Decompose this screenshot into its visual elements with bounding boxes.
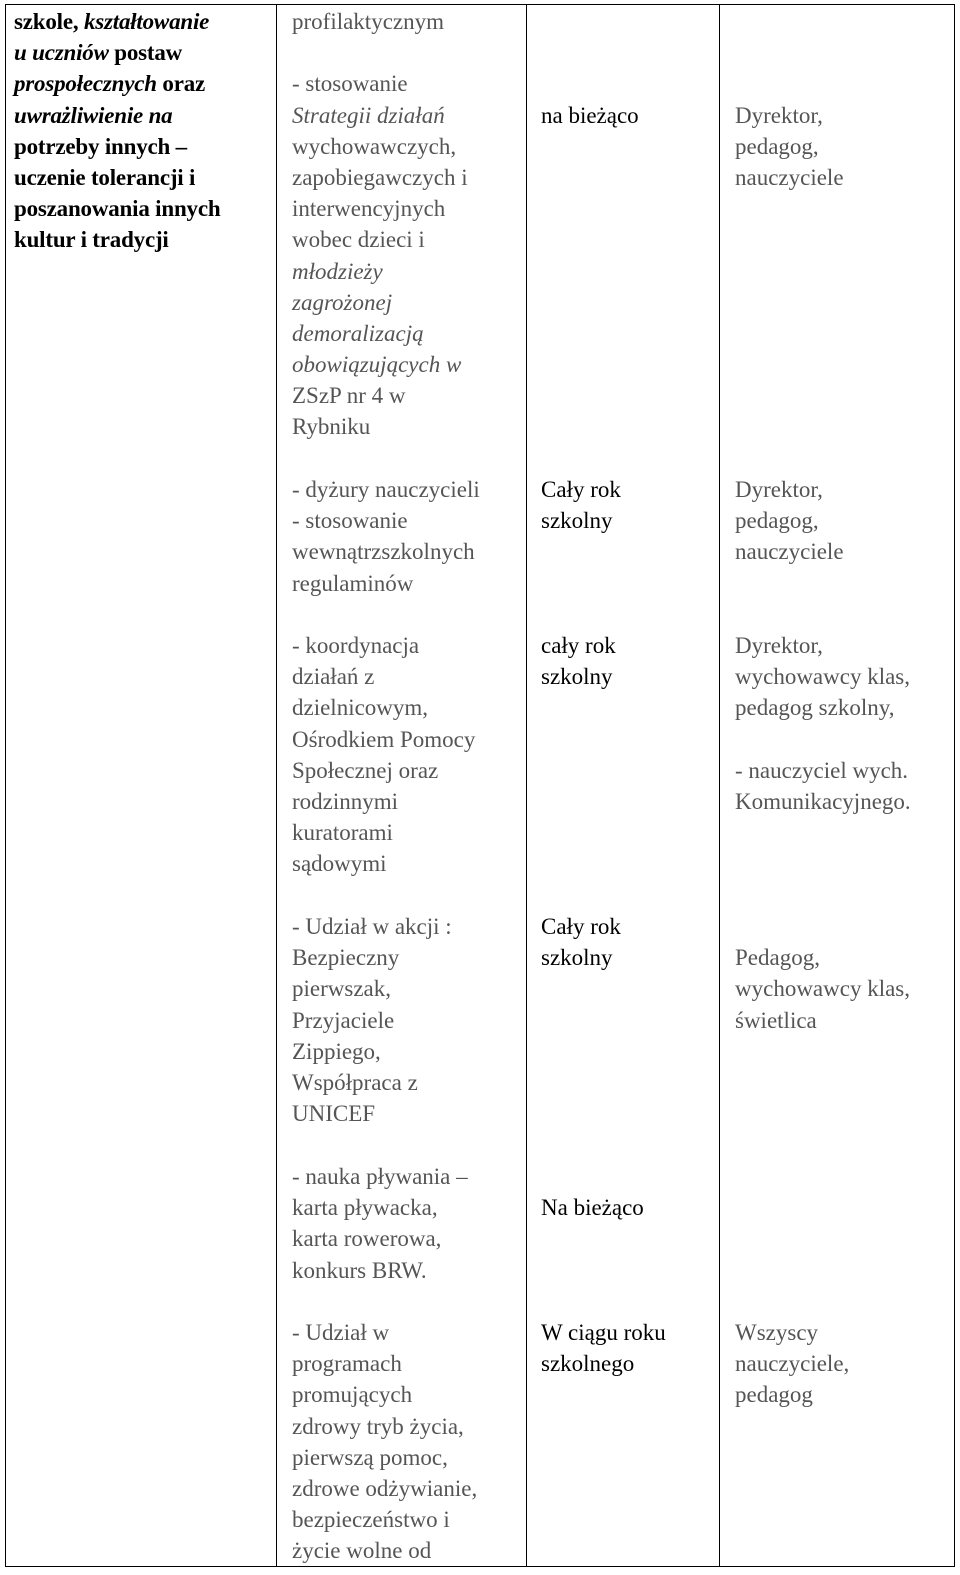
responsible-line: Komunikacyjnego. <box>735 788 911 814</box>
text-run: karta pływacka, <box>292 1195 438 1221</box>
task-line <box>292 380 468 411</box>
text-run: Zippiego, <box>292 1038 381 1064</box>
text-run: wewnątrzszkolnych <box>292 539 475 565</box>
task-line <box>292 1442 477 1473</box>
task-line <box>292 1348 477 1379</box>
term-cell <box>541 474 621 536</box>
table-border-right <box>954 4 955 1567</box>
task-line <box>292 193 468 224</box>
task-line <box>292 1473 477 1504</box>
text-run: - koordynacja <box>292 633 420 658</box>
text-run: ZSzP nr 4 w <box>292 383 406 409</box>
text-run: - nauka pływania – <box>292 1164 468 1189</box>
term-line: szkolnego <box>541 1351 635 1377</box>
responsible-line: nauczyciele, <box>735 1351 850 1377</box>
task-line <box>292 630 475 661</box>
responsible-line: - nauczyciel wych. <box>735 757 909 783</box>
text-run: profilaktycznym <box>292 9 445 34</box>
text-run: obowiązujących w <box>292 352 462 378</box>
task-line <box>292 1067 452 1098</box>
goal-line <box>14 162 220 193</box>
task-line <box>292 942 452 973</box>
task-line <box>292 692 475 723</box>
term-line: szkolny <box>541 508 613 534</box>
task-line <box>292 256 468 287</box>
task-line <box>292 724 475 755</box>
task-line <box>292 1192 468 1223</box>
responsible-cell <box>735 474 844 568</box>
term-line: cały rok <box>541 633 616 658</box>
text-run: zapobiegawczych i <box>292 164 468 190</box>
text-run: interwencyjnych <box>292 196 446 222</box>
text-run: postaw <box>108 40 183 66</box>
task-line <box>292 1036 452 1067</box>
responsible-line: świetlica <box>735 1007 817 1033</box>
goal-line <box>14 224 220 255</box>
text-run: - dyżury nauczycieli <box>292 477 480 502</box>
task-line <box>292 1535 477 1566</box>
text-run: prospołecznych <box>14 71 157 97</box>
task-line <box>292 973 452 1004</box>
term-cell <box>541 911 621 973</box>
responsible-line: wychowawcy klas, <box>735 664 911 690</box>
goal-line <box>14 37 220 68</box>
text-run: Społecznej oraz <box>292 757 439 783</box>
text-run: karta rowerowa, <box>292 1226 442 1252</box>
task-line <box>292 1005 452 1036</box>
text-run: uczenie tolerancji i <box>14 164 196 190</box>
task-line <box>292 755 475 786</box>
responsible-line: wychowawcy klas, <box>735 976 911 1002</box>
goal-line <box>14 193 220 224</box>
task-cell <box>292 911 452 1129</box>
task-line <box>292 287 468 318</box>
text-run: kuratorami <box>292 820 393 846</box>
term-cell <box>541 1317 666 1379</box>
task-line <box>292 568 480 599</box>
term-line: W ciągu roku <box>541 1320 666 1345</box>
table-border-top <box>5 4 955 5</box>
text-run: UNICEF <box>292 1101 376 1127</box>
term-line: szkolny <box>541 664 613 690</box>
table-border-left <box>5 4 6 1567</box>
task-line <box>292 68 468 99</box>
task-line <box>292 224 468 255</box>
responsible-line: pedagog, <box>735 133 819 159</box>
task-line <box>292 1504 477 1535</box>
text-run: bezpieczeństwo i <box>292 1507 450 1533</box>
text-run: demoralizacją <box>292 320 424 346</box>
responsible-line: Pedagog, <box>735 945 820 971</box>
task-line <box>292 661 475 692</box>
text-run: pierwszak, <box>292 976 391 1002</box>
text-run: Przyjaciele <box>292 1007 395 1033</box>
term-line: Cały rok <box>541 477 621 502</box>
task-line <box>292 37 468 68</box>
task-line <box>292 786 475 817</box>
responsible-line: pedagog, <box>735 508 819 534</box>
text-run: zagrożonej <box>292 289 393 315</box>
responsible-line <box>735 724 911 755</box>
task-line <box>292 911 452 942</box>
task-line <box>292 1161 468 1192</box>
text-run: sądowymi <box>292 851 387 877</box>
term-cell <box>541 100 639 131</box>
text-run: uwrażliwienie na <box>14 102 173 128</box>
term-cell <box>541 1161 644 1223</box>
responsible-cell <box>735 911 910 1036</box>
text-run: u uczniów <box>14 40 109 66</box>
text-run: regulaminów <box>292 570 414 596</box>
task-cell <box>292 1317 477 1567</box>
task-line <box>292 162 468 193</box>
text-run: dzielnicowym, <box>292 695 429 721</box>
responsible-line: nauczyciele <box>735 164 844 190</box>
text-run: Rybniku <box>292 414 371 440</box>
text-run: - Udział w <box>292 1320 390 1345</box>
goal-line <box>14 6 220 37</box>
goal-line <box>14 68 220 99</box>
responsible-line: Dyrektor, <box>735 477 823 502</box>
task-line <box>292 349 468 380</box>
task-cell <box>292 1161 468 1286</box>
text-run: konkurs BRW. <box>292 1257 427 1283</box>
task-line <box>292 505 480 536</box>
text-run: młodzieży <box>292 258 383 284</box>
task-line <box>292 1098 452 1129</box>
column-divider-1 <box>276 4 277 1567</box>
task-line <box>292 1379 477 1410</box>
responsible-line: pedagog <box>735 1382 813 1408</box>
text-run: pierwszą pomoc, <box>292 1444 448 1470</box>
responsible-line: nauczyciele <box>735 539 844 565</box>
responsible-cell <box>735 1317 849 1411</box>
task-cell <box>292 474 480 599</box>
task-cell <box>292 630 475 880</box>
text-run: kształtowanie <box>83 9 210 34</box>
text-run: - stosowanie <box>292 71 408 97</box>
task-line <box>292 474 480 505</box>
term-cell <box>541 630 616 692</box>
goal-cell <box>14 6 220 256</box>
task-line <box>292 536 480 567</box>
responsible-line: Dyrektor, <box>735 633 823 658</box>
term-line <box>541 1161 644 1192</box>
column-divider-3 <box>719 4 720 1567</box>
text-run: szkole, <box>14 9 84 34</box>
text-run: oraz <box>156 71 206 97</box>
text-run: zdrowy tryb życia, <box>292 1413 464 1439</box>
responsible-line <box>735 911 910 942</box>
term-line: na bieżąco <box>541 102 639 128</box>
text-run: zdrowe odżywianie, <box>292 1475 478 1501</box>
table-border-bottom <box>5 1566 955 1567</box>
responsible-line: Dyrektor, <box>735 102 823 128</box>
text-run: życie wolne od <box>292 1538 432 1564</box>
text-run: Ośrodkiem Pomocy <box>292 726 476 752</box>
text-run: kultur i tradycji <box>14 227 169 253</box>
text-run: Bezpieczny <box>292 945 400 971</box>
responsible-line: Wszyscy <box>735 1320 819 1345</box>
text-run: poszanowania innych <box>14 196 221 222</box>
task-line <box>292 848 475 879</box>
task-line <box>292 817 475 848</box>
text-run: - stosowanie <box>292 508 408 534</box>
term-line: Cały rok <box>541 914 621 939</box>
responsible-line: pedagog szkolny, <box>735 695 895 721</box>
responsible-cell <box>735 630 911 817</box>
column-divider-2 <box>526 4 527 1567</box>
text-run: Współpraca z <box>292 1069 418 1095</box>
task-cell <box>292 6 468 443</box>
text-run: promujących <box>292 1382 413 1408</box>
text-run: Strategii działań <box>292 102 445 128</box>
text-run: programach <box>292 1351 402 1377</box>
task-line <box>292 6 468 37</box>
task-line <box>292 1223 468 1254</box>
task-line <box>292 1411 477 1442</box>
task-line <box>292 318 468 349</box>
task-line <box>292 100 468 131</box>
text-run: - Udział w akcji : <box>292 914 452 939</box>
goal-line <box>14 100 220 131</box>
goal-line <box>14 131 220 162</box>
task-line <box>292 411 468 442</box>
text-run: działań z <box>292 664 375 690</box>
task-line <box>292 1255 468 1286</box>
text-run: potrzeby innych – <box>14 133 187 159</box>
term-line: szkolny <box>541 945 613 971</box>
text-run: rodzinnymi <box>292 788 399 814</box>
task-line <box>292 131 468 162</box>
task-line <box>292 1317 477 1348</box>
term-line: Na bieżąco <box>541 1195 644 1221</box>
text-run: wobec dzieci i <box>292 227 425 253</box>
responsible-cell <box>735 100 844 194</box>
text-run: wychowawczych, <box>292 133 457 159</box>
